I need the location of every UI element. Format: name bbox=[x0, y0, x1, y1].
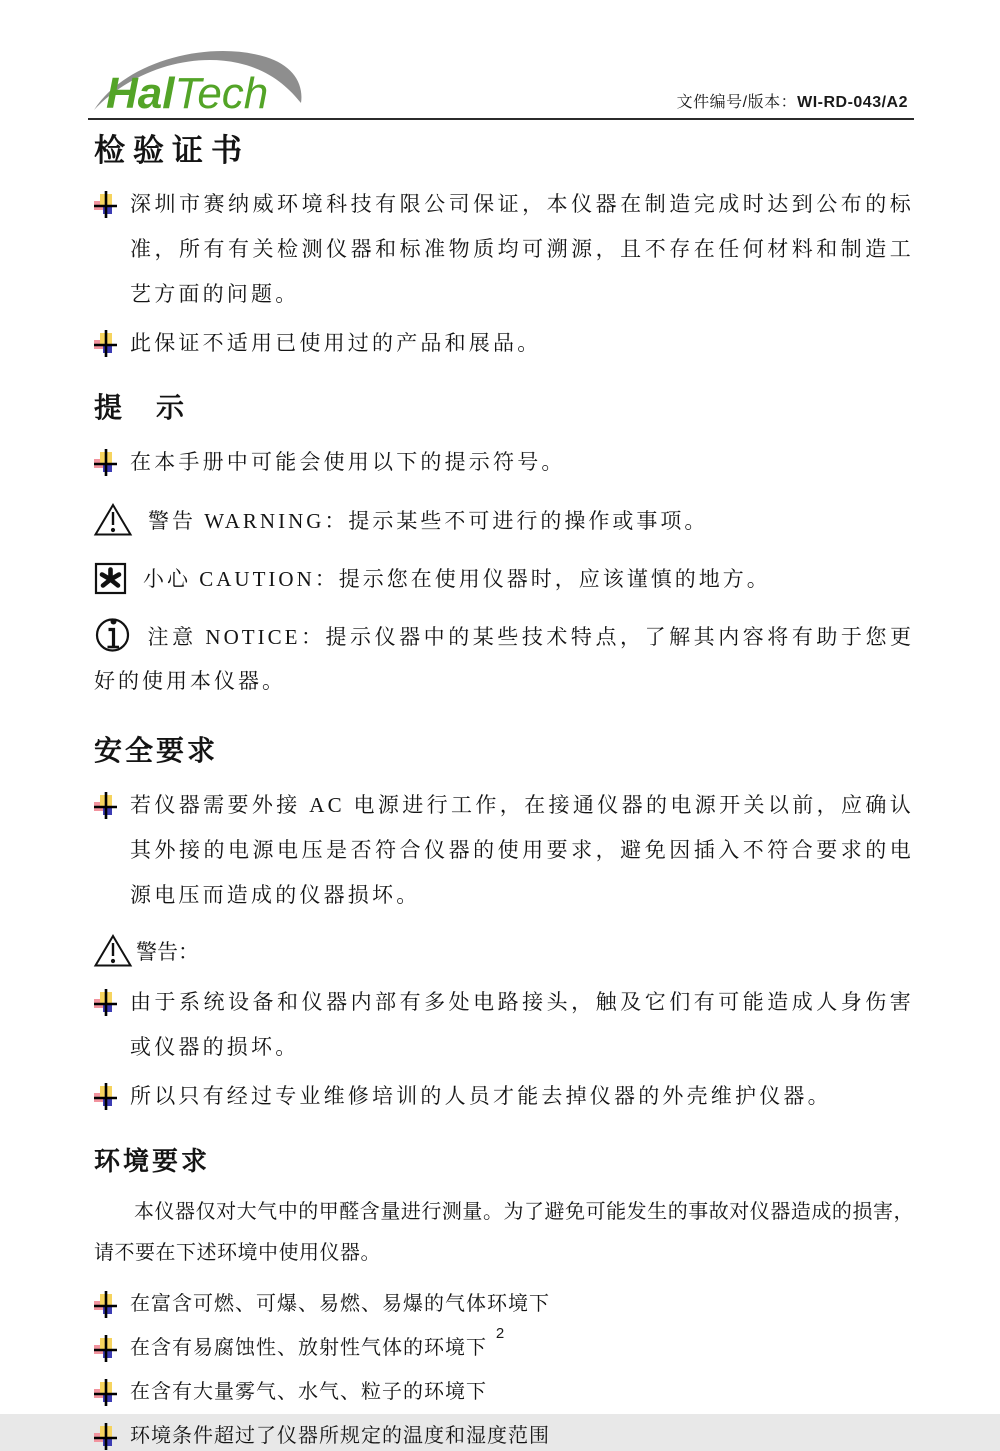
environment-bullet-3 bbox=[94, 1378, 914, 1406]
logo-text bbox=[106, 69, 268, 118]
color-cross-bullet-icon bbox=[94, 1291, 117, 1319]
color-cross-bullet-icon bbox=[94, 1423, 117, 1451]
safety-warning-bullet-2-text: 所以只有经过专业维修培训的人员才能去掉仪器的外壳维护仪器。 bbox=[130, 1084, 832, 1108]
safety-warning-label: 警告： bbox=[136, 940, 199, 964]
certificate-bullet-1 bbox=[94, 182, 914, 317]
safety-warning-bullet-1-text: 由于系统设备和仪器内部有多处电路接头，触及它们有可能造成人身伤害或仪器的损坏。 bbox=[130, 990, 914, 1059]
doc-number bbox=[677, 89, 908, 112]
tips-warning-row bbox=[94, 499, 914, 543]
notice-info-circle-icon bbox=[94, 616, 131, 653]
logo-tech: Tech bbox=[174, 69, 269, 118]
environment-bullet-4 bbox=[94, 1422, 914, 1450]
page-header bbox=[88, 0, 914, 120]
warning-triangle-icon bbox=[94, 503, 132, 537]
section-title-tips: 提 示 bbox=[94, 392, 188, 423]
environment-bullet-1 bbox=[94, 1290, 914, 1318]
tips-caution-row bbox=[94, 557, 914, 601]
safety-warning-bullet-1 bbox=[94, 980, 914, 1070]
certificate-bullet-1-text: 深圳市赛纳威环境科技有限公司保证，本仪器在制造完成时达到公布的标准，所有有关检测仪器和标准物质均可溯源，且不存在任何材料和制造工艺方面的问题。 bbox=[130, 192, 914, 306]
environment-bullet-4-text: 环境条件超过了仪器所规定的温度和湿度范围 bbox=[130, 1425, 550, 1447]
safety-bullet-text: 若仪器需要外接 AC 电源进行工作，在接通仪器的电源开关以前，应确认其外接的电源电压是否符合仪器的使用要求，避免因插入不符合要求的电源电压而造成的仪器损坏。 bbox=[130, 793, 914, 907]
safety-warning-bullet-2 bbox=[94, 1074, 914, 1119]
section-title-safety: 安全要求 bbox=[94, 735, 219, 766]
tips-caution-text: 小心 CAUTION：提示您在使用仪器时，应该谨慎的地方。 bbox=[143, 567, 771, 591]
tips-notice-row bbox=[94, 615, 914, 703]
logo-hal: Hal bbox=[106, 69, 175, 118]
color-cross-bullet-icon bbox=[94, 989, 117, 1017]
environment-paragraph: 本仪器仅对大气中的甲醛含量进行测量。为了避免可能发生的事故对仪器造成的损害，请不要在下述环境中使用仪器。 bbox=[94, 1201, 914, 1264]
section-title-certificate: 检验证书 bbox=[94, 133, 250, 168]
environment-bullet-3-text: 在含有大量雾气、水气、粒子的环境下 bbox=[130, 1381, 487, 1403]
tips-intro-text: 在本手册中可能会使用以下的提示符号。 bbox=[130, 450, 566, 474]
doc-number-label: 文件编号/版本： bbox=[676, 94, 798, 111]
haltech-logo bbox=[90, 50, 308, 118]
certificate-bullet-2 bbox=[94, 321, 914, 366]
color-cross-bullet-icon bbox=[94, 449, 117, 477]
tips-warning-text: 警告 WARNING：提示某些不可进行的操作或事项。 bbox=[148, 509, 709, 533]
warning-triangle-icon bbox=[94, 934, 132, 968]
color-cross-bullet-icon bbox=[94, 330, 117, 358]
tips-notice-text: 注意 NOTICE：提示仪器中的某些技术特点，了解其内容将有助于您更好的使用本仪器。 bbox=[94, 625, 914, 693]
section-title-environment: 环境要求 bbox=[94, 1146, 211, 1176]
safety-warning-label-row bbox=[94, 934, 914, 968]
color-cross-bullet-icon bbox=[94, 792, 117, 820]
tips-intro bbox=[94, 440, 914, 485]
color-cross-bullet-icon bbox=[94, 191, 117, 219]
certificate-bullet-2-text: 此保证不适用已使用过的产品和展品。 bbox=[130, 331, 542, 355]
doc-number-value: WI-RD-043/A2 bbox=[797, 94, 908, 111]
safety-bullet bbox=[94, 783, 914, 918]
environment-bullet-1-text: 在富含可燃、可爆、易燃、易爆的气体环境下 bbox=[130, 1293, 550, 1315]
color-cross-bullet-icon bbox=[94, 1379, 117, 1407]
page-number: 2 bbox=[495, 1325, 505, 1342]
color-cross-bullet-icon bbox=[94, 1083, 117, 1111]
caution-asterisk-icon bbox=[94, 562, 127, 595]
environment-bullet-2-text: 在含有易腐蚀性、放射性气体的环境下 bbox=[130, 1337, 487, 1359]
